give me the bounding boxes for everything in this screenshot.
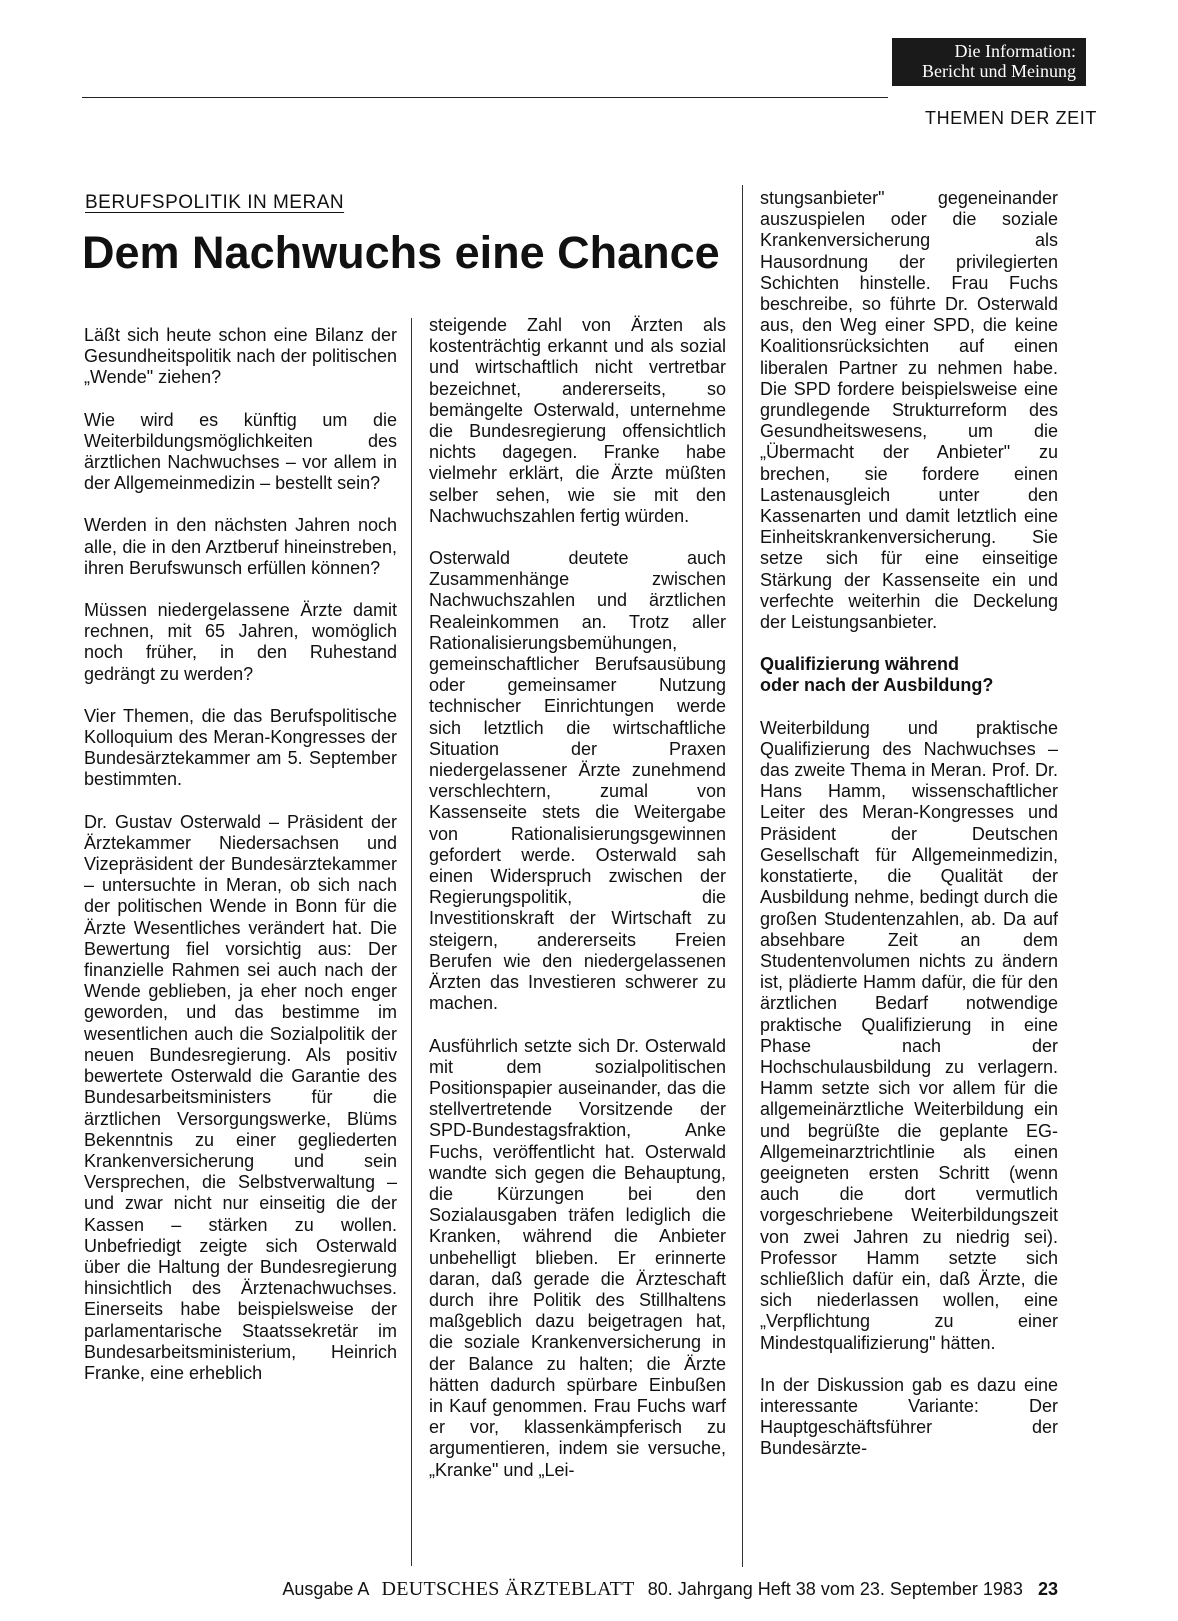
paragraph: Werden in den nächsten Jahren noch alle, die in den Arztberuf hineinstreben, ihren Berufswunsch erfüllen können? xyxy=(84,515,397,578)
paragraph: stungsanbieter" gegeneinander auszuspielen oder die soziale Krankenversicherung als Hausordnung der privilegierten Schichten hinstelle. Frau Fuchs beschreibe, so führte Dr. Osterwald aus, den Weg einer SPD, die keine Koalitionsrücksichten auf einen liberalen Partner zu nehmen habe. Die SPD fordere beispielsweise eine grundlegende Strukturreform des Gesundheitswesens, um die „Übermacht der Anbieter" zu brechen, sie fordere einen Lastenausgleich unter den Kassenarten und damit letztlich eine Einheitskrankenversicherung. Sie setze sich für eine einseitige Stärkung der Kassenseite ein und verfechte weiterhin die Deckelung der Leistungsanbieter. xyxy=(760,188,1058,633)
header-rule xyxy=(82,97,888,98)
article-column-1 xyxy=(84,325,397,1405)
article-headline: Dem Nachwuchs eine Chance xyxy=(82,227,720,278)
footer-edition: Ausgabe A xyxy=(282,1579,369,1599)
paragraph: Weiterbildung und praktische Qualifizierung des Nachwuchses – das zweite Thema in Meran. Prof. Dr. Hans Hamm, wissenschaftlicher Leiter des Meran-Kongresses und Präsident der Deutschen Gesellschaft für Allgemeinmedizin, konstatierte, die Qualität der Ausbildung nehme, bedingt durch die großen Studentenzahlen, ab. Da auf absehbare Zeit an dem Studentenvolumen nichts zu ändern ist, plädierte Hamm dafür, die für den ärztlichen Bedarf notwendige praktische Qualifizierung in eine Phase nach der Hochschulausbildung zu verlagern. Hamm setzte sich vor allem für die allgemeinärztliche Weiterbildung ein und begrüßte die geplante EG-Allgemeinarztrichtlinie als einen geeigneten ersten Schritt (wenn auch die dort vermutlich vorgeschriebene Weiterbildungszeit von zwei Jahren zu niedrig sei). Professor Hamm setzte sich schließlich dafür ein, daß Ärzte, die sich niederlassen wollen, eine „Verpflichtung zu einer Mindestqualifizierung" hätten. xyxy=(760,717,1058,1353)
page-footer xyxy=(0,1578,1058,1601)
paragraph: Läßt sich heute schon eine Bilanz der Gesundheitspolitik nach der politischen „Wende" ziehen? xyxy=(84,325,397,388)
paragraph: Vier Themen, die das Berufspolitische Kolloquium des Meran-Kongresses der Bundesärztekammer am 5. September bestimmten. xyxy=(84,705,397,790)
section-label: THEMEN DER ZEIT xyxy=(924,108,1097,128)
paragraph: In der Diskussion gab es dazu eine interessante Variante: Der Hauptgeschäftsführer der Bundesärzte- xyxy=(760,1374,1058,1459)
paragraph: Dr. Gustav Osterwald – Präsident der Ärztekammer Niedersachsen und Vizepräsident der Bundesärztekammer – untersuchte in Meran, ob sich nach der politischen Wende in Bonn für die Ärzte Wesentliches verändert hat. Die Bewertung fiel vorsichtig aus: Der finanzielle Rahmen sei auch nach der Wende geblieben, ja eher noch enger geworden, und das bestimme im wesentlichen auch die Sozialpolitik der neuen Bundesregierung. Als positiv bewertete Osterwald die Garantie des Bundesarbeitsministers für die ärztlichen Versorgungswerke, Blüms Bekenntnis zu einer gegliederten Krankenversicherung und sein Versprechen, die Selbstverwaltung – und zwar nicht nur einseitig die der Kassen – stärken zu wollen. Unbefriedigt zeigte sich Osterwald über die Haltung der Bundesregierung hinsichtlich des Ärztenachwuchses. Einerseits habe beispielsweise der parlamentarische Staatssekretär im Bundesarbeitsministerium, Heinrich Franke, eine erheblich xyxy=(84,811,397,1383)
paragraph: steigende Zahl von Ärzten als kostenträchtig erkannt und als sozial und wirtschaftlich nicht vertretbar bezeichnet, andererseits, so bemängelte Osterwald, unternehme die Bundesregierung offensichtlich nichts dagegen. Franke habe vielmehr erklärt, die Ärzte müßten selber sehen, wie sie mit den Nachwuchszahlen fertig würden. xyxy=(429,315,726,526)
section-badge xyxy=(892,38,1086,86)
subheading-line-2: oder nach der Ausbildung? xyxy=(760,675,994,696)
badge-line-2: Bericht und Meinung xyxy=(922,61,1076,81)
column-divider-2 xyxy=(742,185,743,1567)
column-divider-1 xyxy=(411,318,412,1566)
paragraph: Müssen niedergelassene Ärzte damit rechnen, mit 65 Jahren, womöglich noch früher, in den Ruhestand gedrängt zu werden? xyxy=(84,600,397,684)
paragraph: Osterwald deutete auch Zusammenhänge zwischen Nachwuchszahlen und ärztlichen Realeinkommen an. Trotz aller Rationalisierungsbemühungen, gemeinschaftlicher Berufsausübung oder gemeinsamer Nutzung technischer Einrichtungen werde sich letztlich die wirtschaftliche Situation der Praxen niedergelassener Ärzte zunehmend verschlechtern, zumal von Kassenseite stets die Weitergabe von Rationalisierungsgewinnen gefordert werde. Osterwald sah einen Widerspruch zwischen der Regierungspolitik, die Investitionskraft der Wirtschaft zu steigern, andererseits Freien Berufen wie den niedergelassenen Ärzten das Investieren schwerer zu machen. xyxy=(429,548,726,1014)
paragraph: Wie wird es künftig um die Weiterbildungsmöglichkeiten des ärztlichen Nachwuchses – vor allem in der Allgemeinmedizin – bestellt sein? xyxy=(84,409,397,494)
article-kicker: BERUFSPOLITIK IN MERAN xyxy=(85,192,345,213)
subheading xyxy=(760,654,1058,696)
paragraph: Ausführlich setzte sich Dr. Osterwald mit dem sozialpolitischen Positionspapier auseinander, das die stellvertretende Vorsitzende der SPD-Bundestagsfraktion, Anke Fuchs, veröffentlicht hat. Osterwald wandte sich gegen die Behauptung, die Kürzungen bei den Sozialausgaben träfen lediglich die Kranken, während die Anbieter unbehelligt blieben. Er erinnerte daran, daß gerade die Ärzteschaft durch ihre Politik des Stillhaltens maßgeblich dazu beigetragen hat, die soziale Krankenversicherung in der Balance zu halten; die Ärzte hätten dadurch spürbare Einbußen in Kauf genommen. Frau Fuchs warf er vor, klassenkämpferisch zu argumentieren, indem sie versuche, „Kranke" und „Lei- xyxy=(429,1035,726,1480)
article-column-2 xyxy=(429,315,726,1502)
article-column-3 xyxy=(760,188,1058,1481)
footer-issue: 80. Jahrgang Heft 38 vom 23. September 1983 xyxy=(647,1579,1023,1599)
subheading-line-1: Qualifizierung während xyxy=(760,654,960,675)
footer-magazine: DEUTSCHES ÄRZTEBLATT xyxy=(381,1578,635,1600)
badge-line-1: Die Information: xyxy=(954,41,1076,61)
page-number: 23 xyxy=(1037,1579,1058,1599)
